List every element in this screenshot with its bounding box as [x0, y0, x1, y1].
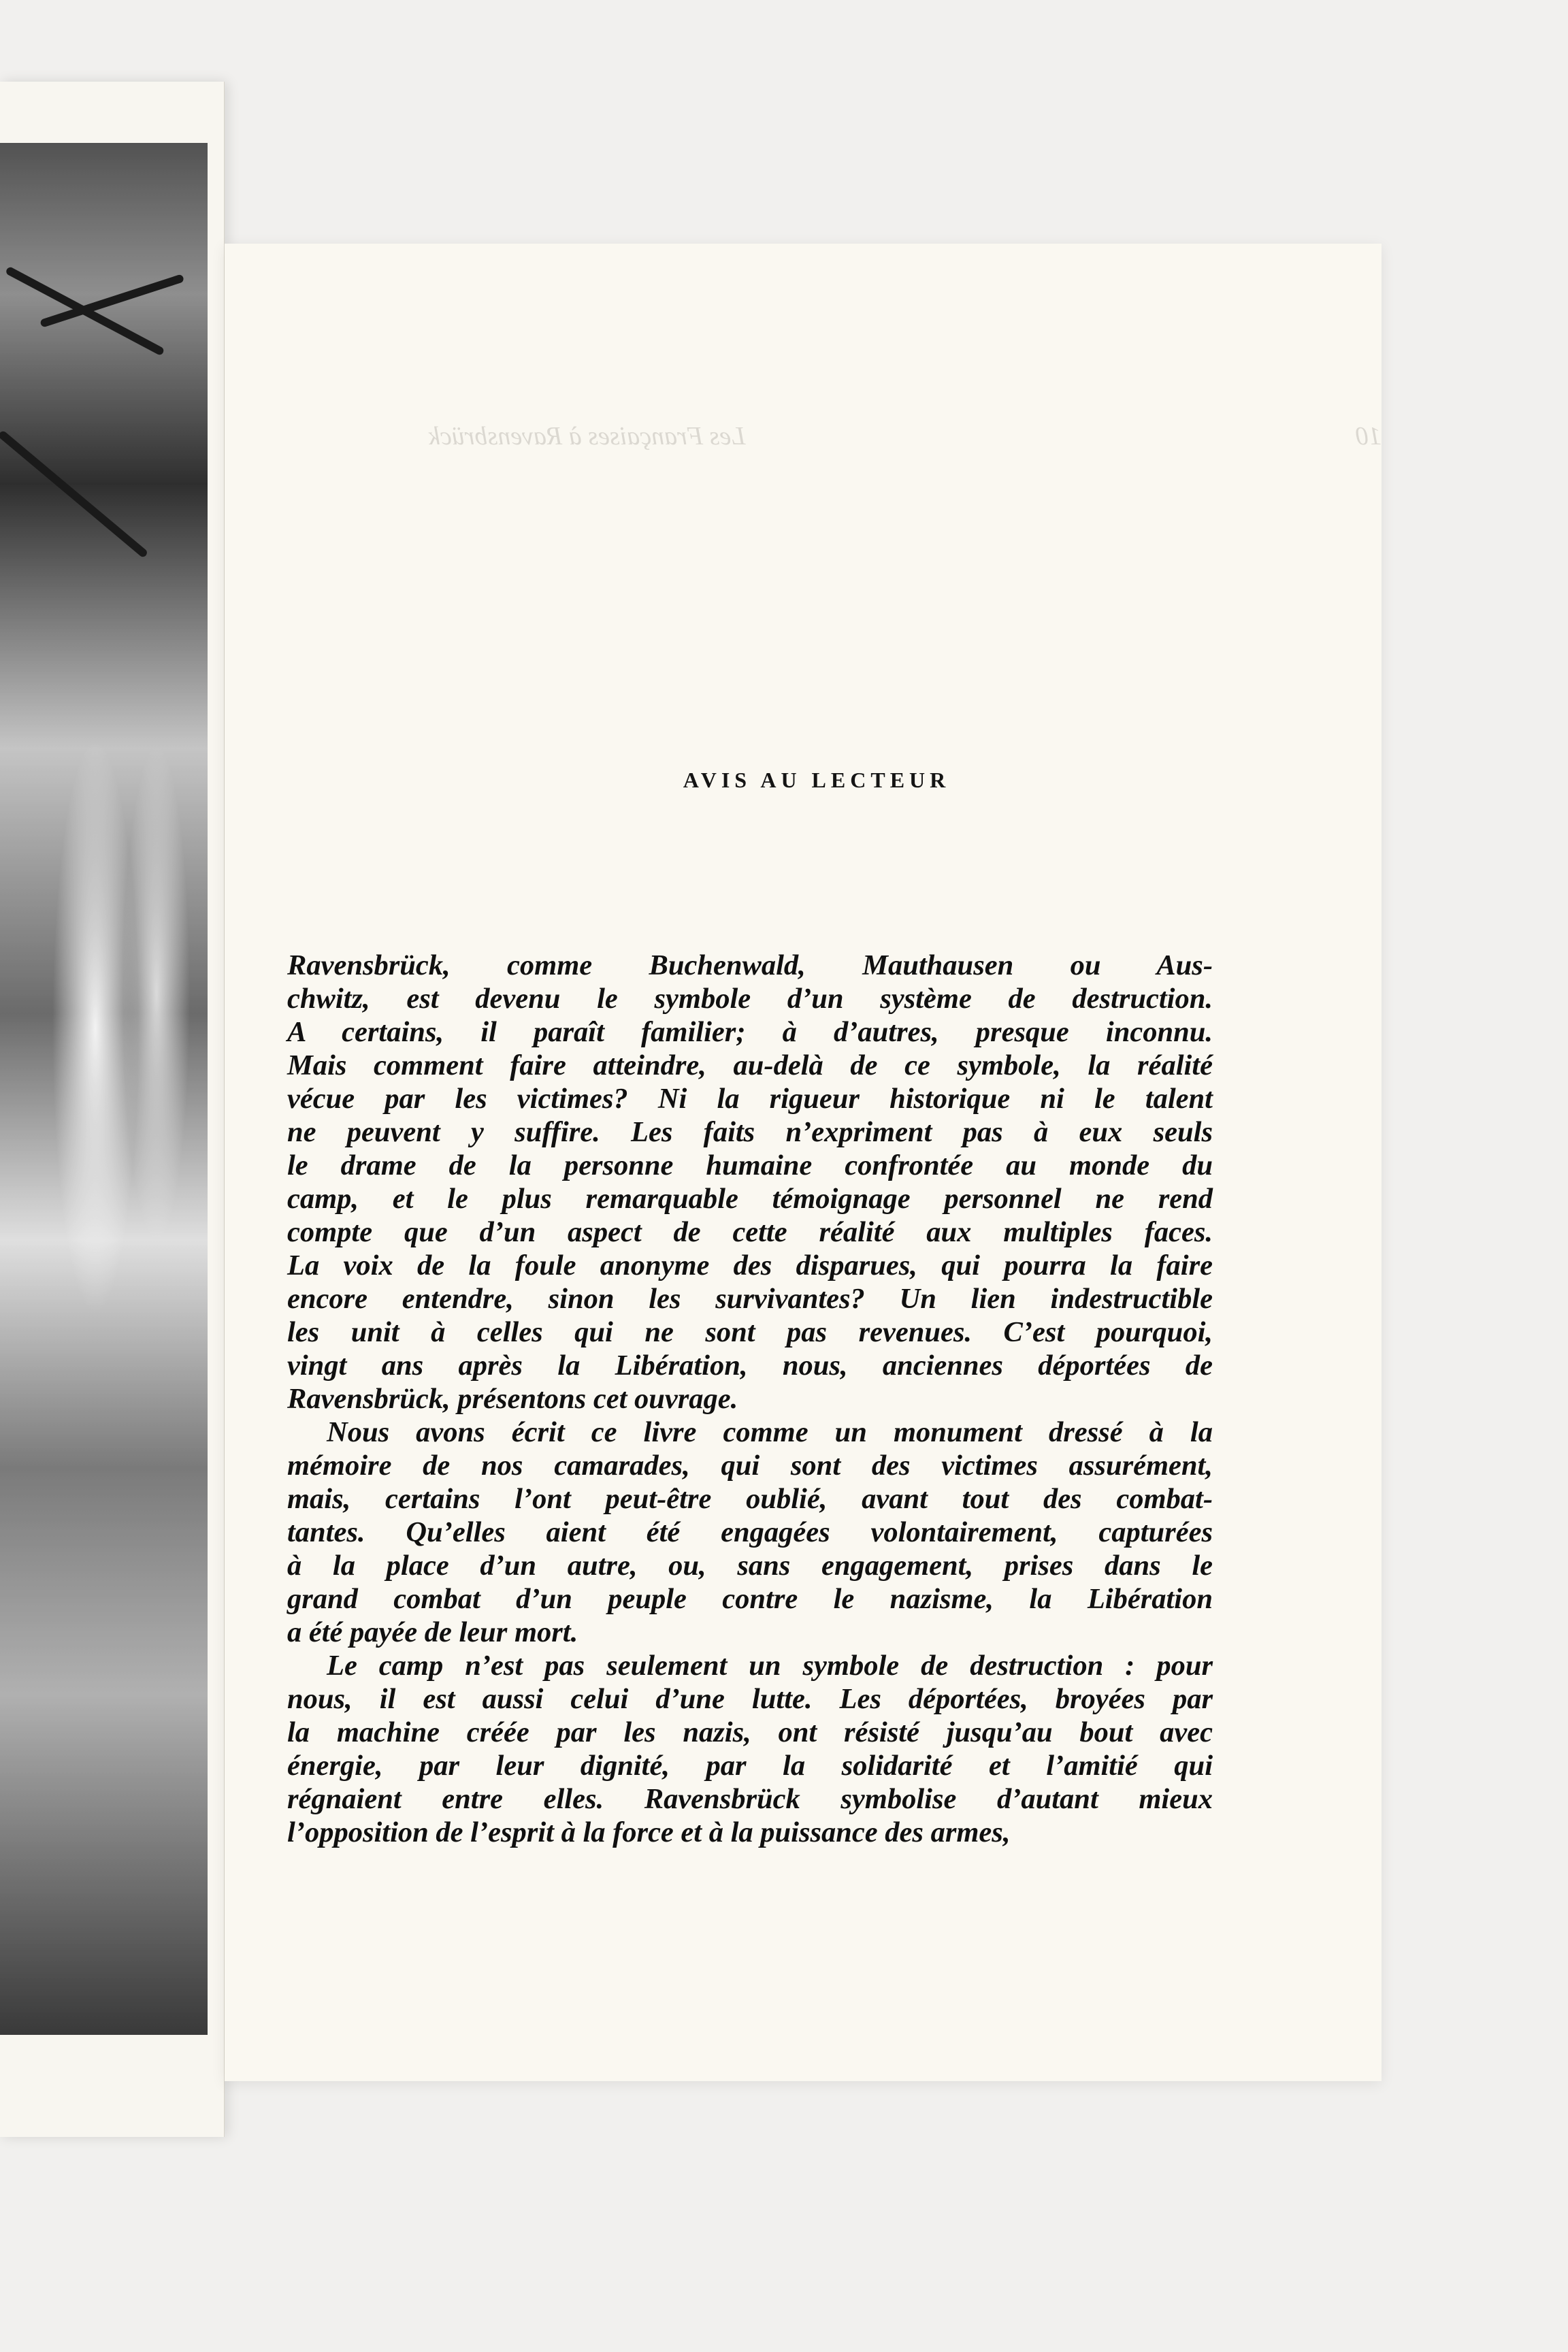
paragraph-3-line: nous, il est aussi celui d’une lutte. Les déportées, broyées par [287, 1683, 1213, 1715]
paragraph-2-line: à la place d’un autre, ou, sans engagement, prises dans le [287, 1550, 1213, 1582]
paragraph-2-line: mais, certains l’ont peut-être oublié, avant tout des combat- [287, 1483, 1213, 1515]
paragraph-1-line: chwitz, est devenu le symbole d’un système de destruction. [287, 983, 1213, 1015]
paragraph-3-line: l’opposition de l’esprit à la force et à la puissance des armes, [287, 1816, 1011, 1848]
paragraph-1-line: camp, et le plus remarquable témoignage personnel ne rend [287, 1183, 1213, 1215]
paragraph-2-line: a été payée de leur mort. [287, 1616, 578, 1648]
paragraph-3-line: Le camp n’est pas seulement un symbole de destruction : pour [327, 1650, 1213, 1682]
paragraph-1-line: Ravensbrück, présentons cet ouvrage. [287, 1383, 738, 1415]
paragraph-1-line: vécue par les victimes? Ni la rigueur historique ni le talent [287, 1083, 1213, 1115]
paragraph-1-line: compte que d’un aspect de cette réalité aux multiples faces. [287, 1216, 1213, 1248]
paragraph-1-line: vingt ans après la Libération, nous, anciennes déportées de [287, 1350, 1213, 1382]
paragraph-2-line: mémoire de nos camarades, qui sont des victimes assurément, [287, 1450, 1213, 1482]
paragraph-1-line: le drame de la personne humaine confrontée au monde du [287, 1149, 1213, 1181]
show-through-page-number: 10 [1356, 422, 1382, 451]
paragraph-1-line: ne peuvent y suffire. Les faits n’expriment pas à eux seuls [287, 1116, 1213, 1148]
paragraph-2-line: grand combat d’un peuple contre le nazisme, la Libération [287, 1583, 1213, 1615]
photograph-image [0, 143, 208, 2035]
paragraph-3-line: régnaient entre elles. Ravensbrück symbolise d’autant mieux [287, 1783, 1213, 1815]
paragraph-3-line: la machine créée par les nazis, ont résisté jusqu’au bout avec [287, 1716, 1213, 1748]
paragraph-1-line: La voix de la foule anonyme des disparues, qui pourra la faire [287, 1250, 1213, 1281]
paragraph-3-line: énergie, par leur dignité, par la solidarité et l’amitié qui [287, 1750, 1213, 1782]
paragraph-1-line: Mais comment faire atteindre, au-delà de ce symbole, la réalité [287, 1049, 1213, 1081]
section-heading: AVIS AU LECTEUR [683, 768, 951, 792]
paragraph-2-line: Nous avons écrit ce livre comme un monument dressé à la [327, 1416, 1213, 1448]
left-plate-page [0, 82, 225, 2137]
tree-branch-shape [0, 429, 148, 558]
text-page [225, 244, 1382, 2081]
paragraph-1-line: Ravensbrück, comme Buchenwald, Mauthausen ou Aus- [287, 949, 1213, 981]
paragraph-2-line: tantes. Qu’elles aient été engagées volontairement, capturées [287, 1516, 1213, 1548]
show-through-running-head: Les Françaises à Ravensbrück [429, 422, 746, 451]
paragraph-1-line: A certains, il paraît familier; à d’autres, presque inconnu. [287, 1016, 1213, 1048]
paragraph-1-line: encore entendre, sinon les survivantes? Un lien indestructible [287, 1283, 1213, 1315]
show-through-text [429, 414, 1382, 466]
body-text [287, 949, 1213, 1849]
paragraph-1-line: les unit à celles qui ne sont pas revenues. C’est pourquoi, [287, 1316, 1213, 1348]
